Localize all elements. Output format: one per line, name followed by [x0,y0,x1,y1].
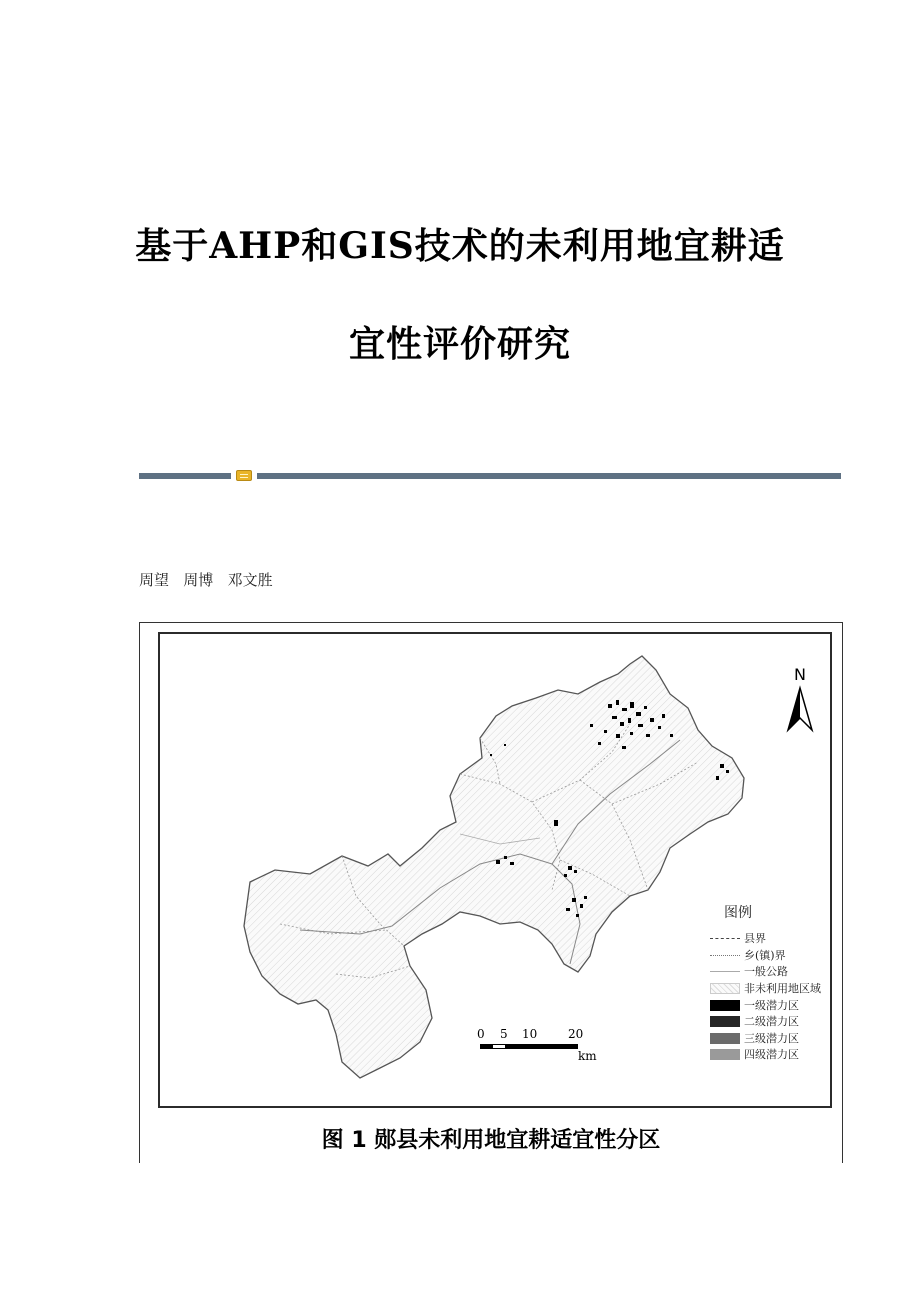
scale-tick-5: 5 [500,1027,508,1041]
scale-tick-10: 10 [522,1027,538,1041]
map-legend [710,902,830,1063]
legend-item-level-2: 二级潜力区 [710,1013,830,1030]
scale-bar-graphic [480,1044,578,1049]
county-boundary [244,656,744,1078]
legend-item-road: 一般公路 [710,963,830,980]
north-label: N [794,665,806,684]
legend-item-non-unused-land: 非未利用地区域 [710,980,830,997]
document-title-line-1: 基于AHP和GIS技术的未利用地宜耕适 [135,225,785,267]
legend-item-level-1: 一级潜力区 [710,996,830,1013]
scale-tick-20: 20 [568,1027,584,1041]
author-list: 周望 周博 邓文胜 [139,571,273,589]
figure-1 [139,622,843,1163]
legend-item-township-boundary: 乡(镇)界 [710,947,830,964]
divider-tab-icon [236,470,252,481]
map-frame [158,632,832,1108]
legend-item-level-4: 四级潜力区 [710,1046,830,1063]
title-divider [139,470,841,480]
legend-item-level-3: 三级潜力区 [710,1030,830,1047]
divider-bar-right [257,473,841,479]
document-title-line-2: 宜性评价研究 [348,323,571,365]
legend-item-county-boundary: 县界 [710,930,830,947]
divider-bar-left [139,473,231,479]
scale-tick-0: 0 [477,1027,485,1041]
legend-title: 图例 [724,905,752,921]
figure-caption: 图 1 郧县未利用地宜耕适宜性分区 [321,1128,661,1153]
north-arrow-icon [788,688,812,730]
scale-unit: km [578,1049,597,1063]
